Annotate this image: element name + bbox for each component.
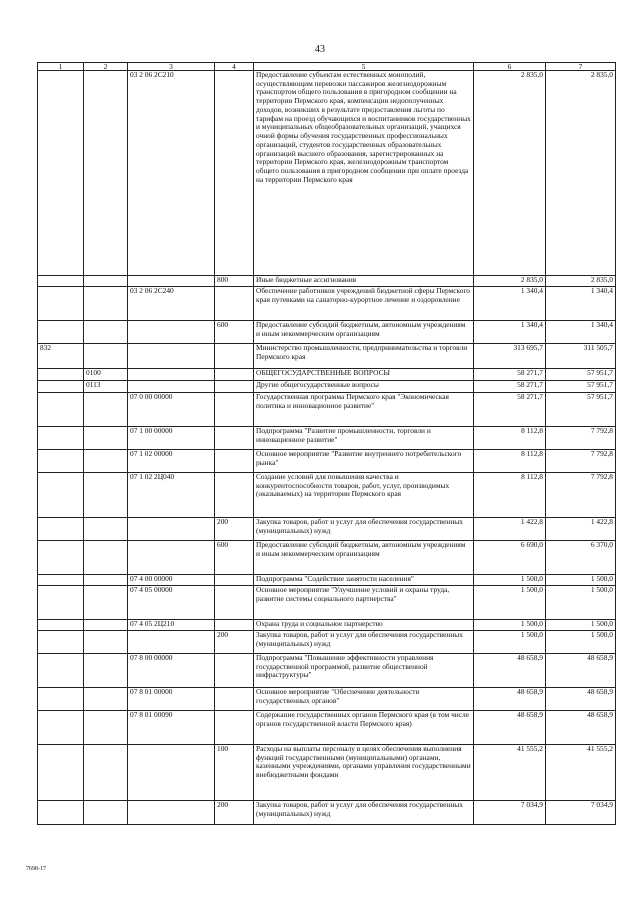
table-row [38, 631, 616, 654]
cell-type [215, 427, 254, 450]
cell-type [215, 654, 254, 688]
cell-code: 03 2 06 2С210 [128, 71, 215, 276]
table-row [38, 575, 616, 586]
cell-code [128, 276, 215, 287]
cell-col2 [84, 631, 128, 654]
cell-code: 07 4 05 00000 [128, 586, 215, 620]
cell-col1 [38, 518, 84, 541]
table-row [38, 381, 616, 393]
cell-amount-2: 6 370,0 [546, 541, 616, 575]
cell-description: Расходы на выплаты персоналу в целях обеспечения выполнения функций государственными (муниципальными) органами, казенными учреждениями, органами управления государственными внебюджетными фондами [254, 745, 474, 801]
table-row [38, 620, 616, 631]
cell-amount-1: 58 271,7 [474, 393, 546, 427]
cell-description: Подпрограмма "Содействие занятости населения" [254, 575, 474, 586]
cell-amount-1: 1 340,4 [474, 287, 546, 321]
table-row [38, 344, 616, 369]
cell-description: Предоставление субъектам естественных монополий, осуществляющим перевозки пассажиров железнодорожным транспортом общего пользования в пригородном сообщении на территории Пермского края, компенсации недополученных доходов, возникших в результате предоставления льготы по тарифам на проезд обучающихся и воспитанников государственных и муниципальных общеобразовательных организаций, учащихся очной формы обучения государственных профессиональных организаций, студентов государственных образовательных организаций высшего образования, зарегистрированных на территории Пермского края, железнодорожным транспортом общего пользования в пригородном сообщении при оплате проезда на территории Пермского края [254, 71, 474, 276]
table-row [38, 688, 616, 711]
cell-type: 200 [215, 801, 254, 825]
table-row [38, 654, 616, 688]
cell-col2 [84, 586, 128, 620]
cell-col1: 832 [38, 344, 84, 369]
cell-code: 07 8 01 00000 [128, 688, 215, 711]
cell-code: 07 4 05 2Ц210 [128, 620, 215, 631]
cell-amount-1: 1 500,0 [474, 620, 546, 631]
cell-amount-2: 2 835,0 [546, 71, 616, 276]
column-header: 1 [38, 63, 84, 71]
cell-description: ОБЩЕГОСУДАРСТВЕННЫЕ ВОПРОСЫ [254, 369, 474, 381]
cell-type [215, 381, 254, 393]
cell-col2 [84, 654, 128, 688]
cell-description: Предоставление субсидий бюджетным, автономным учреждениям и иным некоммерческим организациям [254, 541, 474, 575]
cell-col1 [38, 575, 84, 586]
cell-col1 [38, 71, 84, 276]
page-number: 43 [315, 44, 325, 55]
cell-description: Охрана труда и социальное партнерство [254, 620, 474, 631]
cell-type [215, 393, 254, 427]
cell-amount-2: 1 500,0 [546, 620, 616, 631]
cell-code [128, 631, 215, 654]
cell-amount-2: 41 555,2 [546, 745, 616, 801]
cell-col2 [84, 620, 128, 631]
cell-col2: 0113 [84, 381, 128, 393]
cell-amount-1: 313 695,7 [474, 344, 546, 369]
cell-col2 [84, 541, 128, 575]
cell-col2 [84, 393, 128, 427]
cell-type [215, 369, 254, 381]
cell-col2: 0100 [84, 369, 128, 381]
cell-code: 07 1 02 00000 [128, 450, 215, 473]
cell-col2 [84, 71, 128, 276]
table-row [38, 745, 616, 801]
cell-amount-2: 48 658,9 [546, 654, 616, 688]
cell-col2 [84, 276, 128, 287]
table-row [38, 473, 616, 518]
cell-type [215, 688, 254, 711]
table-row [38, 586, 616, 620]
cell-description: Закупка товаров, работ и услуг для обеспечения государственных (муниципальных) нужд [254, 518, 474, 541]
cell-amount-1: 41 555,2 [474, 745, 546, 801]
cell-amount-1: 8 112,8 [474, 450, 546, 473]
column-header: 7 [546, 63, 616, 71]
cell-col2 [84, 518, 128, 541]
cell-col2 [84, 575, 128, 586]
cell-type [215, 287, 254, 321]
cell-amount-2: 57 951,7 [546, 369, 616, 381]
cell-amount-2: 7 792,8 [546, 427, 616, 450]
cell-code [128, 518, 215, 541]
table-row [38, 801, 616, 825]
cell-code: 07 1 00 00000 [128, 427, 215, 450]
cell-amount-2: 7 792,8 [546, 473, 616, 518]
cell-description: Основное мероприятие "Улучшение условий и охраны труда, развитие системы социального партнерства" [254, 586, 474, 620]
cell-amount-2: 1 500,0 [546, 586, 616, 620]
cell-amount-1: 1 500,0 [474, 631, 546, 654]
table-row [38, 369, 616, 381]
cell-amount-2: 2 835,0 [546, 276, 616, 287]
cell-col1 [38, 381, 84, 393]
cell-col2 [84, 711, 128, 745]
cell-amount-1: 7 034,9 [474, 801, 546, 825]
cell-type [215, 473, 254, 518]
cell-amount-1: 48 658,9 [474, 654, 546, 688]
cell-code [128, 344, 215, 369]
table-row [38, 427, 616, 450]
cell-code: 07 8 01 00090 [128, 711, 215, 745]
cell-description: Основное мероприятие "Развитие внутреннего потребительского рынка" [254, 450, 474, 473]
cell-col2 [84, 450, 128, 473]
table-row [38, 71, 616, 276]
document-code: 7698-17 [26, 866, 46, 872]
table-row [38, 518, 616, 541]
cell-description: Государственная программа Пермского края "Экономическая политика и инновационное развитие" [254, 393, 474, 427]
cell-amount-1: 1 500,0 [474, 575, 546, 586]
cell-code [128, 321, 215, 344]
cell-amount-1: 2 835,0 [474, 276, 546, 287]
column-header: 3 [128, 63, 215, 71]
cell-type [215, 586, 254, 620]
cell-amount-2: 7 792,8 [546, 450, 616, 473]
cell-col1 [38, 321, 84, 344]
cell-description: Основное мероприятие "Обеспечение деятельности государственных органов" [254, 688, 474, 711]
table-row [38, 711, 616, 745]
cell-amount-2: 1 340,4 [546, 321, 616, 344]
column-header: 5 [254, 63, 474, 71]
cell-col2 [84, 745, 128, 801]
column-header: 4 [215, 63, 254, 71]
cell-type [215, 71, 254, 276]
cell-amount-1: 1 340,4 [474, 321, 546, 344]
cell-code [128, 381, 215, 393]
cell-description: Другие общегосударственные вопросы [254, 381, 474, 393]
cell-code [128, 369, 215, 381]
cell-amount-1: 8 112,8 [474, 427, 546, 450]
cell-col1 [38, 711, 84, 745]
cell-col2 [84, 801, 128, 825]
table-row [38, 321, 616, 344]
cell-amount-2: 1 500,0 [546, 631, 616, 654]
table-row [38, 287, 616, 321]
cell-description: Закупка товаров, работ и услуг для обеспечения государственных (муниципальных) нужд [254, 631, 474, 654]
cell-code: 07 0 00 00000 [128, 393, 215, 427]
cell-type [215, 575, 254, 586]
cell-code: 07 1 02 2Ц040 [128, 473, 215, 518]
cell-amount-1: 1 500,0 [474, 586, 546, 620]
cell-description: Подпрограмма "Развитие промышленности, торговли и инновационное развитие" [254, 427, 474, 450]
table-row [38, 276, 616, 287]
cell-col1 [38, 801, 84, 825]
cell-amount-2: 1 422,8 [546, 518, 616, 541]
cell-description: Обеспечение работников учреждений бюджетной сферы Пермского края путевками на санаторно-курортное лечение и оздоровление [254, 287, 474, 321]
cell-amount-1: 58 271,7 [474, 369, 546, 381]
cell-description: Закупка товаров, работ и услуг для обеспечения государственных (муниципальных) нужд [254, 801, 474, 825]
cell-type [215, 344, 254, 369]
cell-col2 [84, 427, 128, 450]
cell-description: Иные бюджетные ассигнования [254, 276, 474, 287]
cell-amount-1: 1 422,8 [474, 518, 546, 541]
cell-col1 [38, 654, 84, 688]
cell-amount-2: 311 505,7 [546, 344, 616, 369]
cell-amount-2: 57 951,7 [546, 393, 616, 427]
cell-col2 [84, 473, 128, 518]
cell-description: Предоставление субсидий бюджетным, автономным учреждениям и иным некоммерческим организациям [254, 321, 474, 344]
cell-type [215, 450, 254, 473]
cell-amount-1: 48 658,9 [474, 711, 546, 745]
cell-amount-1: 48 658,9 [474, 688, 546, 711]
cell-code [128, 801, 215, 825]
cell-code: 07 4 00 00000 [128, 575, 215, 586]
cell-col1 [38, 450, 84, 473]
cell-col1 [38, 276, 84, 287]
cell-description: Подпрограмма "Повышение эффективности управления государственной программой, развитие общественной инфраструктуры" [254, 654, 474, 688]
cell-code: 03 2 06 2С240 [128, 287, 215, 321]
cell-col1 [38, 287, 84, 321]
cell-type: 100 [215, 745, 254, 801]
cell-amount-1: 6 690,0 [474, 541, 546, 575]
cell-col1 [38, 427, 84, 450]
cell-col1 [38, 393, 84, 427]
cell-amount-2: 1 340,4 [546, 287, 616, 321]
cell-amount-2: 48 658,9 [546, 711, 616, 745]
table-header-row [38, 63, 616, 71]
table-row [38, 541, 616, 575]
cell-col1 [38, 631, 84, 654]
cell-col1 [38, 586, 84, 620]
cell-type [215, 620, 254, 631]
cell-amount-2: 7 034,9 [546, 801, 616, 825]
cell-col2 [84, 688, 128, 711]
cell-col1 [38, 688, 84, 711]
cell-type [215, 711, 254, 745]
cell-amount-1: 58 271,7 [474, 381, 546, 393]
cell-type: 600 [215, 321, 254, 344]
cell-col2 [84, 344, 128, 369]
table-row [38, 393, 616, 427]
table-row [38, 450, 616, 473]
cell-description: Содержание государственных органов Пермского края (в том числе органов государственной власти Пермского края) [254, 711, 474, 745]
cell-description: Создание условий для повышения качества и конкурентоспособности товаров, работ, услуг, производимых (оказываемых) на территории Пермского края [254, 473, 474, 518]
cell-amount-2: 57 951,7 [546, 381, 616, 393]
cell-col1 [38, 369, 84, 381]
cell-col1 [38, 745, 84, 801]
cell-amount-2: 1 500,0 [546, 575, 616, 586]
cell-type: 200 [215, 518, 254, 541]
cell-col1 [38, 620, 84, 631]
cell-col1 [38, 541, 84, 575]
cell-type: 600 [215, 541, 254, 575]
cell-amount-1: 2 835,0 [474, 71, 546, 276]
cell-code [128, 745, 215, 801]
cell-description: Министерство промышленности, предпринимательства и торговли Пермского края [254, 344, 474, 369]
cell-amount-1: 8 112,8 [474, 473, 546, 518]
budget-table [37, 62, 616, 825]
cell-col1 [38, 473, 84, 518]
cell-type: 800 [215, 276, 254, 287]
column-header: 2 [84, 63, 128, 71]
cell-type: 200 [215, 631, 254, 654]
cell-code: 07 8 00 00000 [128, 654, 215, 688]
cell-amount-2: 48 658,9 [546, 688, 616, 711]
cell-col2 [84, 287, 128, 321]
cell-col2 [84, 321, 128, 344]
column-header: 6 [474, 63, 546, 71]
cell-code [128, 541, 215, 575]
